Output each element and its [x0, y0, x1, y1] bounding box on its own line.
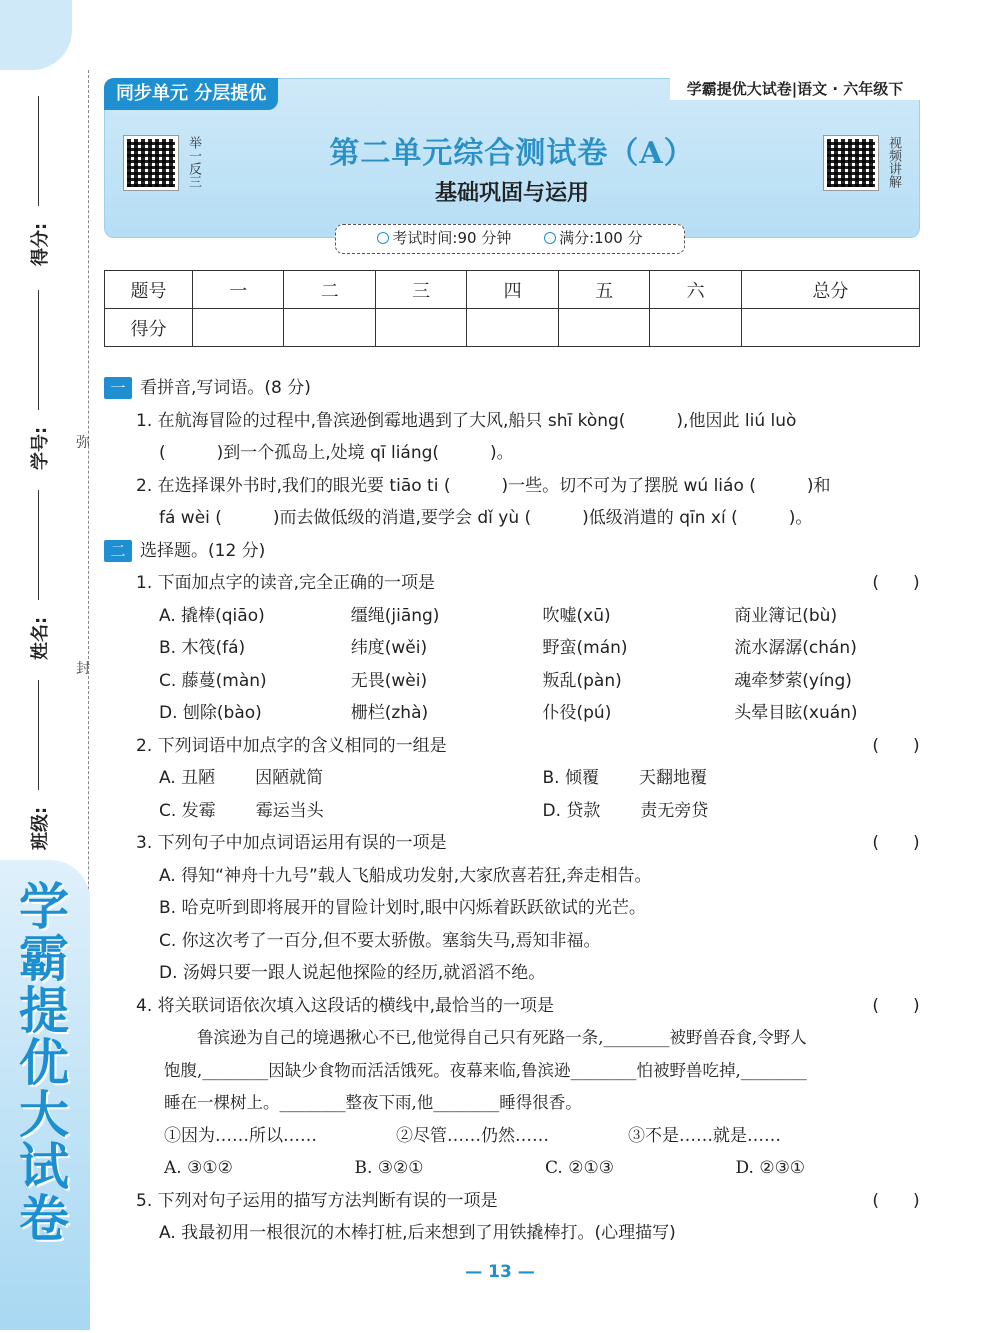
question-1: 1. 下面加点字的读音,完全正确的一项是 ( ) [104, 567, 926, 600]
check-circle-icon [544, 232, 556, 244]
section-title: 选择题。(12 分) [140, 540, 266, 561]
section-1-heading [104, 372, 926, 405]
student-id-label: 学号: [30, 426, 51, 470]
book-info: 学霸提优大试卷|语文 · 六年级下 [670, 78, 920, 100]
section-number-badge: 一 [104, 377, 132, 399]
passage-line: 饱腹,________因缺少食物而活活饿死。夜幕来临,鲁滨逊________怕被野兽吃掉,________ [164, 1060, 807, 1080]
section-2-heading [104, 535, 926, 568]
table-cell: 总分 [741, 271, 919, 309]
score-input-cell[interactable] [375, 309, 466, 347]
class-blank-line [38, 680, 39, 790]
qr-left-label: 举一反三 [186, 136, 201, 188]
table-cell: 三 [375, 271, 466, 309]
score-input-cell[interactable] [558, 309, 649, 347]
qr-right-label: 视频讲解 [886, 136, 901, 188]
table-cell: 一 [193, 271, 284, 309]
question-line: 2. 在选择课外书时,我们的眼光要 tiāo ti ( )一些。切不可为了摆脱 wú liáo ( )和 [136, 475, 831, 496]
exam-info-box [335, 224, 685, 254]
option-row: C. 发霉 霉运当头 D. 贷款 责无旁贷 [159, 800, 709, 821]
tagline-badge: 同步单元 分层提优 [104, 78, 278, 110]
score-input-cell[interactable] [741, 309, 919, 347]
page-subtitle: 基础巩固与运用 [434, 181, 589, 206]
score-table-header [105, 271, 920, 309]
option-row: A. 撬棒(qiāo) 缰绳(jiāng) 吹嘘(xū) 商业簿记(bù) [159, 605, 838, 626]
option-row: A. 丑陋 因陋就简 B. 倾覆 天翻地覆 [159, 768, 707, 788]
table-cell: 题号 [105, 271, 193, 309]
binding-margin [0, 0, 100, 1333]
score-table-row [105, 309, 920, 347]
table-cell: 得分 [105, 309, 193, 347]
question-5: 5. 下列对句子运用的描写方法判断有误的一项是 ( ) [104, 1185, 926, 1218]
question-line: ( )到一个孤岛上,处境 qī liáng( )。 [159, 443, 514, 463]
full-score: 满分:100 分 [544, 229, 642, 247]
score-blank-line [38, 96, 39, 206]
option-line: B. 哈克听到即将展开的冒险计划时,眼中闪烁着跃跃欲试的光芒。 [159, 898, 646, 918]
option-line: C. 你这次考了一百分,但不要太骄傲。塞翁失马,焉知非福。 [159, 930, 601, 951]
answer-paren[interactable]: ( ) [872, 573, 920, 593]
answer-paren[interactable]: ( ) [872, 735, 920, 756]
option-row: A. ③①② B. ③②① C. ②①③ D. ②③① [164, 1158, 806, 1178]
clock-icon [377, 232, 389, 244]
option-line: A. 我最初用一根很沉的木棒打桩,后来想到了用铁撬棒打。(心理描写) [159, 1223, 676, 1243]
table-cell: 四 [467, 271, 558, 309]
exam-time: 考试时间:90 分钟 [377, 229, 511, 247]
section-title: 看拼音,写词语。(8 分) [140, 378, 311, 398]
score-table [104, 270, 920, 347]
page-title: 第二单元综合测试卷（A） [329, 136, 695, 171]
question-4: 4. 将关联词语依次填入这段话的横线中,最恰当的一项是 ( ) [104, 990, 926, 1023]
score-input-cell[interactable] [284, 309, 375, 347]
option-row: C. 藤蔓(màn) 无畏(wèi) 叛乱(pàn) 魂牵梦萦(yíng) [159, 670, 852, 691]
question-2: 2. 下列词语中加点字的含义相同的一组是 ( ) [104, 730, 926, 763]
question-line: fá wèi ( )而去做低级的消遣,要学会 dǐ yù ( )低级消遣的 qīn xí ( )。 [159, 508, 813, 528]
name-label: 姓名: [30, 616, 51, 660]
seal-char-2: 封 [76, 661, 90, 677]
answer-paren[interactable]: ( ) [872, 833, 920, 853]
option-row: D. 刨除(bào) 栅栏(zhà) 仆役(pú) 头晕目眩(xuán) [159, 703, 858, 723]
score-input-cell[interactable] [467, 309, 558, 347]
table-cell: 六 [650, 271, 741, 309]
section-number-badge: 二 [104, 540, 132, 562]
name-blank-line [38, 490, 39, 600]
table-cell: 五 [558, 271, 649, 309]
question-line: 1. 在航海冒险的过程中,鲁滨逊倒霉地遇到了大风,船只 shī kòng( ),他因此 liú luò [136, 410, 797, 431]
option-line: A. 得知“神舟十九号”载人飞船成功发射,大家欣喜若狂,奔走相告。 [159, 865, 652, 886]
seal-char-1: 弥 [76, 435, 90, 451]
passage-line: 鲁滨逊为自己的境遇揪心不已,他觉得自己只有死路一条,________被野兽吞食,令野人 [197, 1028, 807, 1047]
answer-paren[interactable]: ( ) [872, 995, 920, 1016]
passage-line: 睡在一棵树上。________整夜下雨,他________睡得很香。 [164, 1093, 582, 1112]
id-blank-line [38, 290, 39, 410]
answer-paren[interactable]: ( ) [872, 1190, 920, 1211]
score-input-cell[interactable] [650, 309, 741, 347]
score-input-cell[interactable] [193, 309, 284, 347]
question-3: 3. 下列句子中加点词语运用有误的一项是 ( ) [104, 827, 926, 860]
score-label: 得分: [30, 222, 51, 266]
option-line: D. 汤姆只要一跟人说起他探险的经历,就滔滔不绝。 [159, 963, 546, 983]
brand-logo-text: 学霸提优大试卷 [11, 880, 70, 1244]
hint-row: ①因为……所以…… ②尽管……仍然…… ③不是……就是…… [164, 1125, 781, 1146]
table-cell: 二 [284, 271, 375, 309]
page-number: — 13 — [465, 1262, 535, 1282]
option-row: B. 木筏(fá) 纬度(wěi) 野蛮(mán) 流水潺潺(chán) [159, 638, 857, 658]
class-label: 班级: [30, 806, 51, 850]
exam-content [104, 372, 926, 1250]
